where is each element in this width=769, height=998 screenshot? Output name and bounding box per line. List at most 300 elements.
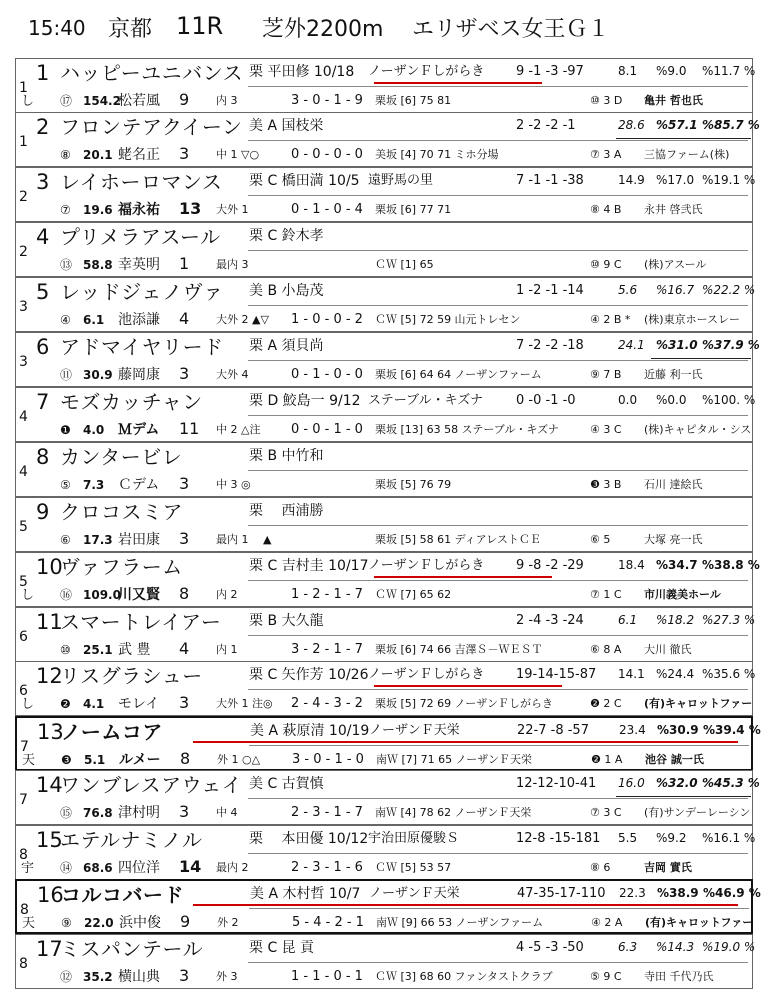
training-info: ＣＷ [7] 65 62 [375,588,452,601]
horse-number: 9 [36,500,50,524]
origin-mark: 天 [22,753,36,768]
rating-mark: ⑧ 4 B [590,203,622,216]
speed-figures: 22-7 -8 -57 [517,723,589,738]
horse-name: エテルナミノル [60,828,203,852]
horse-number: 7 [36,390,50,414]
odds-win: 16.0 [618,776,645,790]
speed-figures: 9 -8 -2 -29 [516,558,584,573]
odds-show: %38.8 % [702,558,760,572]
jockey-name: 浜中俊 [119,915,161,931]
odds-win: 28.6 [618,118,645,132]
horse-name: クロコスミア [60,500,183,524]
record: 3 - 0 - 1 - 9 [291,93,363,108]
jockey-name: 武 豊 [118,642,151,658]
odds-place: %31.0 [656,338,698,352]
speed-figures: 4 -5 -3 -50 [516,940,584,955]
trainer-name: 栗 B 中竹和 [249,448,324,464]
horse-name: リスグラシュー [60,664,203,688]
popularity: 3 [179,966,190,985]
row-divider [248,415,748,416]
waku-number: 8 [19,956,28,972]
horse-name: ミスパンテール [60,937,204,961]
stable-info: 宇治田原優駿Ｓ [368,831,460,846]
gate-mark: ⑫ [60,970,73,984]
speed-figures: 2 -4 -3 -24 [516,613,584,628]
jockey-name: Ｍデム [118,422,160,438]
horse-number: 5 [36,280,50,304]
training-info: 栗坂 [5] 58 61 ディアレストＣＥ [375,533,541,546]
highlight-underline [193,741,738,743]
jockey-name: 福永祐 [118,202,160,218]
entry-row [15,770,760,825]
record: 0 - 1 - 0 - 0 [291,367,363,382]
rating-mark: ⑦ 3 C [590,806,622,819]
trainer-name: 栗 C 昆 貢 [249,940,315,956]
speed-figures: 2 -2 -2 -1 [516,118,576,133]
position-weight: 最内 3 [216,258,249,271]
highlight-underline [193,904,738,906]
training-info: ＣＷ [5] 72 59 山元トレセン [375,313,521,326]
owner-name: 池谷 誠一氏 [645,753,704,766]
horse-name: スマートレイアー [60,610,222,634]
jockey-name: 池添謙 [118,312,160,328]
entry-row [15,879,761,934]
odds-show: %16.1 % [702,831,756,845]
rating-mark: ❷ 2 C [590,697,622,710]
highlight-underline [374,82,542,84]
owner-name: (有)キャロットファー [644,697,753,710]
rating-mark: ⑦ 1 C [590,588,622,601]
waku-number: 7 [19,792,28,808]
waku-number: 4 [19,464,28,480]
owner-name: 近藤 利一氏 [644,368,703,381]
owner-name: (株)アスール [644,258,707,271]
trainer-name: 栗 本田優 10/12 [249,831,369,847]
trainer-name: 栗 C 矢作芳 10/26 [249,667,369,683]
rating-mark: ⑦ 3 A [590,148,622,161]
record: 2 - 3 - 1 - 7 [291,805,363,820]
training-info: 栗坂 [5] 72 69 ノーザンＦしがらき [375,697,554,710]
gate-mark: ❸ [61,753,72,767]
owner-name: 大川 徹氏 [644,643,692,656]
gate-mark: ⑮ [60,806,73,820]
odds-show: %46.9 % [703,886,761,900]
rating-mark: ④ 2 B * [590,313,631,326]
waku-number: 8 [19,847,28,863]
odds-value: 30.9 [83,368,113,382]
training-info: 栗坂 [13] 63 58 ステーブル・キズナ [375,423,559,436]
odds-value: 22.0 [84,916,114,930]
odds-win: 14.9 [618,173,645,187]
popularity: 13 [179,199,202,218]
odds-show: %37.9 % [702,338,760,352]
popularity: 8 [180,749,191,768]
row-divider [248,689,748,690]
row-divider [248,470,748,471]
training-info: 栗坂 [6] 74 66 吉澤Ｓ－ＷＥＳＴ [375,643,543,656]
speed-figures: 7 -1 -1 -38 [516,173,584,188]
odds-value: 4.0 [83,423,105,437]
odds-show: %11.7 % [702,64,756,78]
entry-row [15,332,760,387]
record: 1 - 1 - 0 - 1 [291,969,363,984]
position-weight: 内 3 [216,94,238,107]
horse-name: ワンブレスアウェイ [60,773,243,797]
odds-win: 18.4 [618,558,645,572]
position-weight: 大外 2 ▲▽ [216,313,269,326]
highlight-underline [374,685,562,687]
row-divider [248,305,748,306]
trainer-name: 栗 D 鮫島一 9/12 [249,393,361,409]
jockey-name: ルメー [119,752,161,768]
owner-name: (株)東京ホースレー [644,313,741,326]
training-info: ＣＷ [3] 68 60 ファンタストクラブ [375,970,553,983]
jockey-name: Ｃデム [118,477,160,493]
position-weight: 大外 4 [216,368,249,381]
position-weight: 中 3 ◎ [216,478,251,491]
jockey-name: 松若風 [118,93,160,109]
trainer-name: 美 A 萩原清 10/19 [250,723,370,739]
popularity: 14 [179,857,202,876]
waku-number: 7 [20,739,29,755]
odds-place: %18.2 [656,613,695,627]
stable-info: ノーザンＦしがらき [368,64,485,79]
odds-place: %17.0 [656,173,695,187]
odds-win: 23.4 [619,723,646,737]
odds-win: 22.3 [619,886,646,900]
waku-number: 1 [19,134,28,150]
rating-mark: ④ 2 A [591,916,623,929]
entry-row [15,661,756,716]
training-info: 南Ｗ [7] 71 65 ノーザンＦ天栄 [376,753,533,766]
waku-number: 5 [19,574,28,590]
odds-place: %9.2 [656,831,687,845]
horse-number: 1 [36,61,50,85]
odds-win: 5.5 [618,831,638,845]
trainer-name: 栗 西浦勝 [249,503,324,519]
stable-info: ノーザンＦ天栄 [369,886,460,901]
training-info: 栗坂 [6] 75 81 [375,94,452,107]
record: 2 - 3 - 1 - 6 [291,860,363,875]
odds-show: %27.3 % [702,613,756,627]
training-info: 南Ｗ [4] 78 62 ノーザンＦ天栄 [375,806,532,819]
entry-row [15,934,756,989]
entry-row [15,58,756,113]
trainer-name: 栗 A 須貝尚 [249,338,324,354]
entry-row [15,825,756,880]
row-divider [248,195,748,196]
odds-value: 154.2 [83,94,121,108]
training-info: 栗坂 [6] 64 64 ノーザンファーム [375,368,542,381]
origin-mark: し [21,94,35,109]
odds-value: 35.2 [83,970,113,984]
position-weight: 内 1 [216,643,238,656]
row-divider [249,908,749,909]
horse-name: カンタービレ [60,445,183,469]
rating-mark: ⑥ 8 A [590,643,622,656]
entry-row [15,497,753,552]
jockey-name: 津村明 [118,805,160,821]
popularity: 8 [179,584,190,603]
owner-name: 永井 啓弐氏 [644,203,703,216]
horse-name: ヴァフラーム [60,555,183,579]
owner-name: 三協ファーム(株) [644,148,730,161]
gate-mark: ⑥ [60,533,71,547]
trainer-name: 美 A 国枝栄 [249,118,324,134]
odds-show: %39.4 % [703,723,761,737]
entry-row [15,222,753,277]
odds-place: %14.3 [656,940,695,954]
waku-number: 8 [20,902,29,918]
waku-number: 6 [19,683,28,699]
owner-name: 大塚 亮一氏 [644,533,703,546]
odds-show: %35.6 % [702,667,756,681]
record: 5 - 4 - 2 - 1 [292,915,364,930]
jockey-name: 四位洋 [118,860,160,876]
rating-mark: ⑩ 3 D [590,94,623,107]
owner-name: (有)キャロットファー [645,916,754,929]
waku-number: 4 [19,409,28,425]
origin-mark: 宇 [21,861,35,876]
entry-row [15,442,753,497]
owner-name: (有)サンデーレーシン [644,806,751,819]
position-weight: 外 1 ○△ [217,753,261,766]
entry-row [15,552,760,607]
highlight-underline [374,576,552,578]
speed-figures: 47-35-17-110 [517,886,606,901]
waku-number: 3 [19,299,28,315]
odds-show: %45.3 % [702,776,760,790]
odds-show: %100. % [702,393,756,407]
odds-place: %38.9 [657,886,699,900]
odds-place: %24.4 [656,667,695,681]
waku-number: 3 [19,354,28,370]
horse-name: レイホーロマンス [60,170,223,194]
training-info: 栗坂 [6] 77 71 [375,203,452,216]
race-time: 15:40 [28,16,86,40]
position-weight: 最内 1 ▲ [216,533,272,546]
position-weight: 中 2 △注 [216,423,261,436]
entry-row [15,387,756,442]
record: 1 - 0 - 0 - 2 [291,312,363,327]
entry-row [15,112,760,167]
gate-mark: ❶ [60,423,71,437]
entry-row [15,277,756,332]
origin-mark: し [21,697,35,712]
odds-underline [651,358,751,359]
odds-value: 58.8 [83,258,113,272]
odds-place: %57.1 [656,118,698,132]
popularity: 3 [179,529,190,548]
jockey-name: 横山典 [118,969,160,985]
speed-figures: 1 -2 -1 -14 [516,283,584,298]
race-number: 11R [176,12,224,40]
row-divider [248,525,748,526]
odds-value: 109.0 [83,588,121,602]
record: 3 - 2 - 1 - 7 [291,642,363,657]
speed-figures: 12-8 -15-181 [516,831,601,846]
horse-name: ハッピーユニバンス [60,61,244,85]
rating-mark: ⑤ 9 C [590,970,622,983]
gate-mark: ⑯ [60,588,73,602]
gate-mark: ⑧ [60,148,71,162]
popularity: 11 [179,419,200,438]
odds-win: 6.1 [618,613,638,627]
popularity: 4 [179,639,190,658]
gate-mark: ⑪ [60,368,73,382]
jockey-name: 岩田康 [118,532,160,548]
record: 0 - 0 - 0 - 0 [291,147,363,162]
rating-mark: ❷ 1 A [591,753,623,766]
odds-win: 0.0 [618,393,638,407]
odds-place: %32.0 [656,776,698,790]
popularity: 3 [179,144,190,163]
stable-info: ステーブル・キズナ [368,393,484,408]
record: 1 - 2 - 1 - 7 [291,587,363,602]
trainer-name: 栗 B 大久龍 [249,613,324,629]
rating-mark: ⑧ 6 [590,861,611,874]
horse-number: 6 [36,335,50,359]
odds-value: 20.1 [83,148,113,162]
stable-info: ノーザンＦ天栄 [369,723,460,738]
popularity: 3 [179,693,190,712]
rating-mark: ⑨ 7 B [590,368,622,381]
horse-name: コルコバード [61,883,184,907]
jockey-name: 蛯名正 [118,147,160,163]
gate-mark: ⑭ [60,861,73,875]
waku-number: 5 [19,519,28,535]
entry-row [15,607,756,662]
record: 0 - 0 - 1 - 0 [291,422,363,437]
popularity: 4 [179,309,190,328]
odds-place: %0.0 [656,393,687,407]
owner-name: 市川義美ホール [644,588,721,601]
row-divider [248,580,748,581]
record: 2 - 4 - 3 - 2 [291,696,363,711]
odds-value: 19.6 [83,203,113,217]
odds-show: %22.2 % [702,283,756,297]
odds-value: 68.6 [83,861,113,875]
horse-name: レッドジェノヴァ [60,280,224,304]
position-weight: 大外 1 注◎ [216,697,273,710]
popularity: 3 [179,474,190,493]
waku-number: 2 [19,244,28,260]
entry-row [15,167,756,222]
row-divider [248,635,748,636]
horse-number: 14 [36,773,63,797]
position-weight: 中 4 [216,806,238,819]
gate-mark: ⑬ [60,258,73,272]
trainer-name: 美 B 小島茂 [249,283,324,299]
odds-win: 6.3 [618,940,638,954]
trainer-name: 栗 C 吉村圭 10/17 [249,558,369,574]
speed-figures: 7 -2 -2 -18 [516,338,584,353]
speed-figures: 9 -1 -3 -97 [516,64,584,79]
horse-name: プリメラアスール [60,225,221,249]
race-name: エリザベス女王Ｇ１ [412,17,610,42]
odds-place: %9.0 [656,64,687,78]
horse-number: 8 [36,445,50,469]
jockey-name: モレイ [118,696,160,712]
horse-number: 11 [36,610,63,634]
jockey-name: 川又賢 [118,587,160,603]
jockey-name: 幸英明 [118,257,160,273]
gate-mark: ❷ [60,697,71,711]
rating-mark: ⑩ 9 C [590,258,622,271]
stable-info: ノーザンＦしがらき [368,558,485,573]
horse-number: 15 [36,828,63,852]
gate-mark: ⑤ [60,478,71,492]
odds-value: 25.1 [83,643,113,657]
rating-mark: ❸ 3 B [590,478,622,491]
trainer-name: 栗 C 鈴木孝 [249,228,324,244]
waku-number: 6 [19,629,28,645]
position-weight: 外 3 [216,970,238,983]
horse-number: 4 [36,225,50,249]
odds-show: %19.1 % [702,173,756,187]
row-divider [248,853,748,854]
training-info: 栗坂 [5] 76 79 [375,478,452,491]
stable-info: 遠野馬の里 [368,173,434,188]
stable-info: ノーザンＦしがらき [368,667,485,682]
trainer-name: 栗 C 橋田満 10/5 [249,173,360,189]
trainer-name: 美 C 古賀慎 [249,776,324,792]
horse-name: モズカッチャン [60,390,203,414]
race-venue: 京都 [108,17,153,42]
odds-value: 4.1 [83,697,105,711]
training-info: 南Ｗ [9] 66 53 ノーザンファーム [376,916,544,929]
popularity: 3 [179,364,190,383]
odds-value: 6.1 [83,313,105,327]
race-course: 芝外2200m [262,17,384,42]
training-info: ＣＷ [1] 65 [375,258,434,271]
waku-number: 1 [19,80,28,96]
gate-mark: ⑨ [61,916,72,930]
horse-number: 12 [36,664,63,688]
horse-number: 10 [36,555,63,579]
popularity: 3 [179,802,190,821]
position-weight: 外 2 [217,916,239,929]
odds-show: %85.7 % [702,118,760,132]
training-info: ＣＷ [5] 53 57 [375,861,452,874]
origin-mark: 天 [22,916,36,931]
record: 0 - 1 - 0 - 4 [291,202,363,217]
horse-name: フロンテアクイーン [60,115,243,139]
training-info: 美坂 [4] 70 71 ミホ分場 [375,148,499,161]
owner-name: 吉岡 實氏 [644,861,692,874]
odds-place: %30.9 [657,723,699,737]
position-weight: 内 2 [216,588,238,601]
position-weight: 中 1 ▽○ [216,148,260,161]
rating-mark: ⑥ 5 [590,533,611,546]
owner-name: 石川 達絵氏 [644,478,703,491]
odds-win: 14.1 [618,667,645,681]
odds-win: 24.1 [618,338,645,352]
row-divider [248,86,748,87]
horse-number: 13 [37,720,64,744]
odds-value: 17.3 [83,533,113,547]
gate-mark: ⑰ [60,94,73,108]
popularity: 9 [179,90,190,109]
gate-mark: ⑩ [60,643,71,657]
row-divider [248,360,748,361]
speed-figures: 0 -0 -1 -0 [516,393,576,408]
horse-name: アドマイヤリード [60,335,224,359]
trainer-name: 栗 平田修 10/18 [249,64,355,80]
popularity: 9 [180,912,191,931]
owner-name: 亀井 哲也氏 [644,94,703,107]
horse-number: 17 [36,937,63,961]
